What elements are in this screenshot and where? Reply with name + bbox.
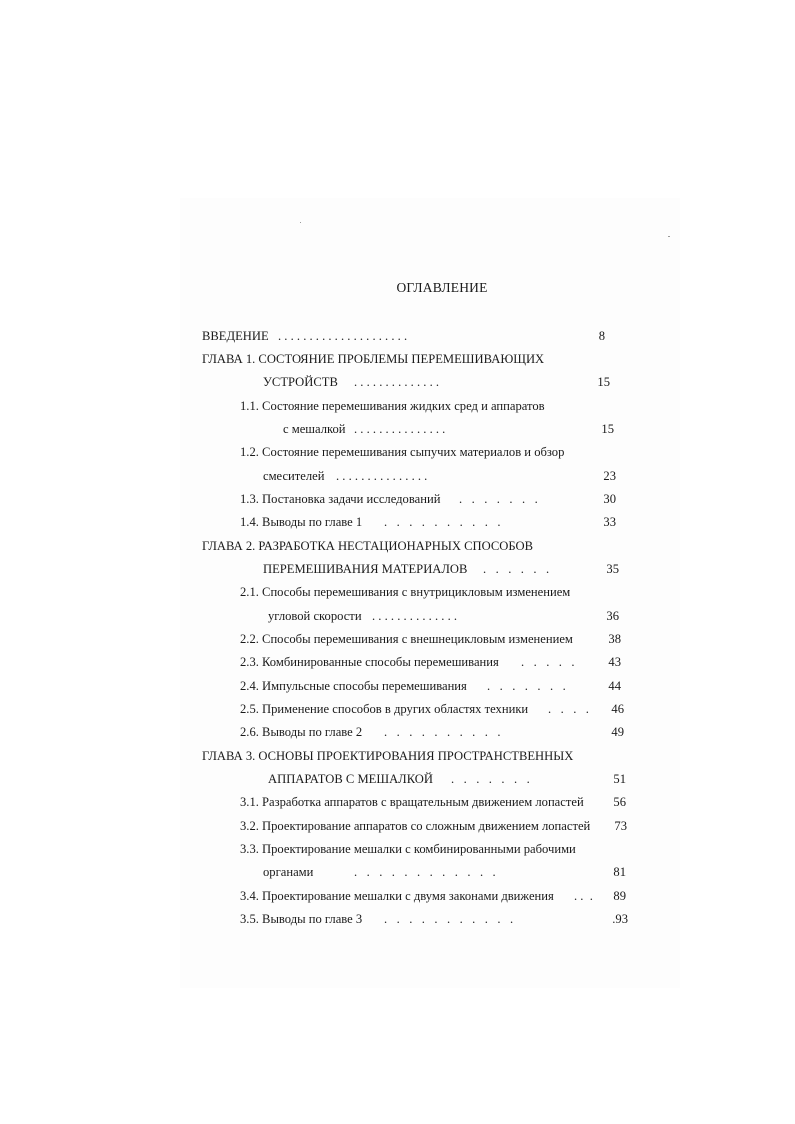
toc-entry-text: ПЕРЕМЕШИВАНИЯ МАТЕРИАЛОВ — [263, 562, 468, 576]
toc-entry-text: ГЛАВА 3. ОСНОВЫ ПРОЕКТИРОВАНИЯ ПРОСТРАНСТВЕННЫХ — [202, 749, 574, 763]
toc-entry-text: 1.1. Состояние перемешивания жидких сред и аппаратов — [240, 399, 545, 413]
toc-entry-page: 73 — [614, 819, 627, 833]
toc-entry-page: 89 — [613, 889, 626, 903]
toc-entry-text: УСТРОЙСТВ — [263, 375, 338, 389]
toc-entry-text: 2.1. Способы перемешивания с внутрицикловым изменением — [240, 585, 571, 599]
toc-entry-dots: . . . . . . . . . . . . . . . . . . . . . — [278, 329, 408, 343]
toc-entry-page: 30 — [603, 492, 616, 506]
toc-entry-text: 3.3. Проектирование мешалки с комбинированными рабочими — [240, 842, 576, 856]
toc-entry-page: 38 — [608, 632, 621, 646]
toc-entry-page: 51 — [613, 772, 626, 786]
toc-entry-dots: . . . . . . . — [451, 772, 530, 786]
toc-entry-text: органами — [263, 865, 314, 879]
scan-speck — [668, 236, 670, 237]
toc-entry-dots: . . . . . . . . . . — [384, 725, 501, 739]
toc-entry-text: 2.2. Способы перемешивания с внешнецикловым изменением — [240, 632, 573, 646]
toc-entry-dots: . . . . — [548, 702, 589, 716]
toc-entry-page: 46 — [611, 702, 624, 716]
toc-entry-text: 3.2. Проектирование аппаратов со сложным движением лопастей — [240, 819, 591, 833]
toc-entry-dots: . . . . . . . . . . . . . . . — [354, 422, 446, 436]
toc-entry-dots: . . . . . — [521, 655, 575, 669]
toc-entry-text: ВВЕДЕНИЕ — [202, 329, 269, 343]
toc-entry-page: 36 — [606, 609, 619, 623]
toc-entry-text: с мешалкой — [283, 422, 346, 436]
toc-entry-text: угловой скорости — [268, 609, 362, 623]
toc-entry-page: 15 — [601, 422, 614, 436]
toc-entry-text: ГЛАВА 1. СОСТОЯНИЕ ПРОБЛЕМЫ ПЕРЕМЕШИВАЮЩИХ — [202, 352, 545, 366]
toc-entry-text: 2.4. Импульсные способы перемешивания — [240, 679, 467, 693]
toc-entry-dots: . . . . . . — [483, 562, 550, 576]
toc-entry-page: .93 — [612, 912, 628, 926]
toc-entry-text: 2.5. Применение способов в других областях техники — [240, 702, 529, 716]
toc-entry-dots: . . . . . . . . . . . . — [354, 865, 496, 879]
toc-entry-dots: . . . . . . . — [487, 679, 566, 693]
toc-entry-page: 15 — [597, 375, 610, 389]
toc-entry-dots: . . . . . . . . . . — [384, 515, 501, 529]
toc-entry-text: 2.3. Комбинированные способы перемешивания — [240, 655, 499, 669]
toc-entry-text: 1.2. Состояние перемешивания сыпучих материалов и обзор — [240, 445, 565, 459]
toc-entry-dots: . . . . . . . . . . . — [384, 912, 514, 926]
toc-title: ОГЛАВЛЕНИЕ — [396, 280, 488, 295]
toc-entry-text: 1.3. Постановка задачи исследований — [240, 492, 441, 506]
toc-entry-text: смесителей — [263, 469, 325, 483]
toc-entry-dots: . . . . . . . . . . . . . . . — [336, 469, 428, 483]
toc-entry-page: 44 — [608, 679, 621, 693]
toc-entry-text: 3.4. Проектирование мешалки с двумя законами движения — [240, 889, 554, 903]
toc-entry-text: 2.6. Выводы по главе 2 — [240, 725, 363, 739]
toc-entry-text: 1.4. Выводы по главе 1 — [240, 515, 363, 529]
toc-entry-dots: . . . . . . . . . . . . . . — [354, 375, 440, 389]
toc-entry-page: 35 — [606, 562, 619, 576]
toc-entry-dots: . . . . . . . — [459, 492, 538, 506]
toc-entry-text: 3.1. Разработка аппаратов с вращательным движением лопастей — [240, 795, 584, 809]
toc-entry-page: 23 — [603, 469, 616, 483]
toc-entry-page: 33 — [603, 515, 616, 529]
toc-entry-text: ГЛАВА 2. РАЗРАБОТКА НЕСТАЦИОНАРНЫХ СПОСОБОВ — [202, 539, 533, 553]
toc-entry-dots: . . . . . . . . . . . . . . — [372, 609, 458, 623]
scan-speck — [300, 222, 301, 223]
toc-entry-text: 3.5. Выводы по главе 3 — [240, 912, 363, 926]
toc-entry-text: АППАРАТОВ С МЕШАЛКОЙ — [268, 772, 433, 786]
toc-entry-page: 43 — [608, 655, 621, 669]
toc-entry-page: 49 — [611, 725, 624, 739]
toc-entry-dots: . . . — [574, 889, 593, 903]
toc-entry-page: 56 — [613, 795, 626, 809]
toc-entry-page: 81 — [613, 865, 626, 879]
toc-entry-page: 8 — [598, 329, 605, 343]
